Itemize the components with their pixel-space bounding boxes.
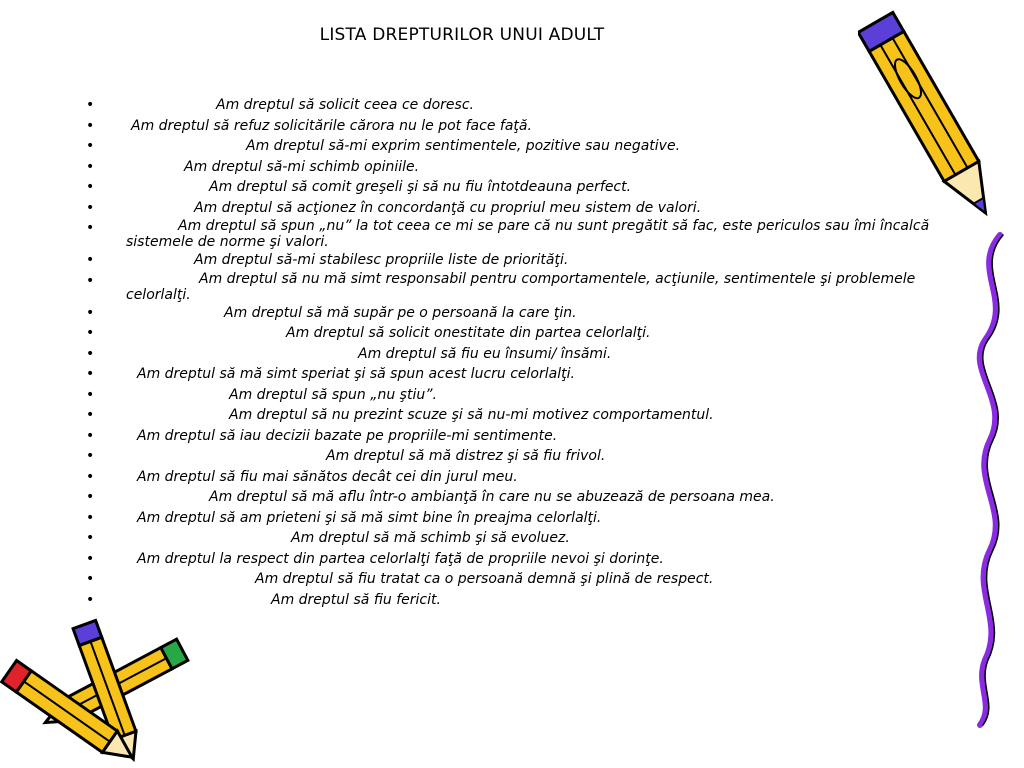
list-item <box>86 549 946 570</box>
list-item-text: Am dreptul să spun „nu” la tot ceea ce mi se pare că nu sunt pregătit să fac, este periculos sau îmi încalcă sistemele de norme şi valori. <box>126 218 930 250</box>
rights-list <box>86 95 946 610</box>
bullet-icon: • <box>86 138 95 154</box>
list-item-text: Am dreptul să-mi exprim sentimentele, pozitive sau negative. <box>246 138 681 154</box>
list-item <box>86 528 946 549</box>
list-item <box>86 569 946 590</box>
list-item-text: Am dreptul să mă simt speriat şi să spun acest lucru celorlalţi. <box>137 366 575 382</box>
list-item-text: Am dreptul să fiu eu însumi/ însămi. <box>358 345 612 362</box>
bullet-icon: • <box>86 220 95 236</box>
bullet-icon: • <box>86 366 95 382</box>
list-item <box>86 95 946 116</box>
list-item-text: Am dreptul să mă distrez şi să fiu frivol. <box>326 448 606 464</box>
bullet-icon: • <box>86 530 95 546</box>
list-item-text: Am dreptul să am prieteni şi să mă simt bine în preajma celorlalţi. <box>137 509 602 526</box>
list-item <box>86 116 946 137</box>
list-item-text: Am dreptul să mă schimb şi să evoluez. <box>291 530 570 546</box>
list-item-text: Am dreptul să nu prezint scuze şi să nu-mi motivez comportamentul. <box>229 407 714 423</box>
list-item-text: Am dreptul să acţionez în concordanţă cu propriul meu sistem de valori. <box>194 199 702 216</box>
list-item-text: Am dreptul la respect din partea celorlalţi faţă de propriile nevoi şi dorinţe. <box>137 550 664 567</box>
list-item-text: Am dreptul să fiu tratat ca o persoană demnă şi plină de respect. <box>255 571 714 587</box>
list-item <box>86 250 946 271</box>
page-title: LISTA DREPTURILOR UNUI ADULT <box>319 25 605 45</box>
list-item-text: Am dreptul să mă aflu într-o ambianţă în care nu se abuzează de persoana mea. <box>209 489 775 505</box>
bullet-icon: • <box>86 179 95 195</box>
list-item <box>86 157 946 178</box>
list-item-text: Am dreptul să spun „nu ştiu”. <box>229 386 437 403</box>
squiggle-line-icon <box>960 230 1020 730</box>
list-item-text: Am dreptul să refuz solicitările cărora nu le pot face faţă. <box>131 117 532 134</box>
list-item <box>86 467 946 488</box>
bullet-icon: • <box>86 489 95 505</box>
bullet-icon: • <box>86 550 95 567</box>
list-item-text: Am dreptul să nu mă simt responsabil pentru comportamentele, acţiunile, sentimentele şi problemele celorlalţi. <box>126 270 916 303</box>
list-item <box>86 487 946 508</box>
list-item <box>86 344 946 365</box>
list-item <box>86 590 946 611</box>
bullet-icon: • <box>86 199 95 216</box>
bullet-icon: • <box>86 325 95 341</box>
pencil-top-right-icon <box>858 2 1008 247</box>
bullet-icon: • <box>86 97 95 113</box>
bullet-icon: • <box>86 509 95 526</box>
bullet-icon: • <box>86 252 95 268</box>
list-item <box>86 323 946 344</box>
bullet-icon: • <box>86 591 95 608</box>
list-item <box>86 364 946 385</box>
list-item <box>86 136 946 157</box>
list-item-text: Am dreptul să-mi schimb opiniile. <box>184 158 420 175</box>
list-item-text: Am dreptul să fiu mai sănătos decât cei din jurul meu. <box>137 468 518 485</box>
list-item-text: Am dreptul să-mi stabilesc propriile liste de priorităţi. <box>194 252 569 268</box>
list-item <box>86 385 946 406</box>
list-item <box>86 177 946 198</box>
list-item-text: Am dreptul să iau decizii bazate pe propriile-mi sentimente. <box>137 427 558 444</box>
bullet-icon: • <box>86 386 95 403</box>
list-item <box>86 218 946 250</box>
list-item-text: Am dreptul să comit greşeli şi să nu fiu întotdeauna perfect. <box>209 179 632 195</box>
list-item-text: Am dreptul să solicit ceea ce doresc. <box>216 97 474 113</box>
list-item-text: Am dreptul să fiu fericit. <box>271 591 441 608</box>
list-item <box>86 446 946 467</box>
list-item-text: Am dreptul să mă supăr pe o persoană la care ţin. <box>224 304 577 321</box>
list-item <box>86 426 946 447</box>
bullet-icon: • <box>86 407 95 423</box>
list-item <box>86 303 946 324</box>
bullet-icon: • <box>86 571 95 587</box>
list-item-text: Am dreptul să solicit onestitate din partea celorlalţi. <box>286 325 651 341</box>
list-item <box>86 508 946 529</box>
pencils-bottom-left-icon <box>0 615 205 765</box>
list-item <box>86 271 946 303</box>
bullet-icon: • <box>86 345 95 362</box>
bullet-icon: • <box>86 448 95 464</box>
bullet-icon: • <box>86 117 95 134</box>
list-item <box>86 198 946 219</box>
bullet-icon: • <box>86 158 95 175</box>
bullet-icon: • <box>86 468 95 485</box>
list-item <box>86 405 946 426</box>
bullet-icon: • <box>86 427 95 444</box>
bullet-icon: • <box>86 272 95 289</box>
bullet-icon: • <box>86 304 95 321</box>
